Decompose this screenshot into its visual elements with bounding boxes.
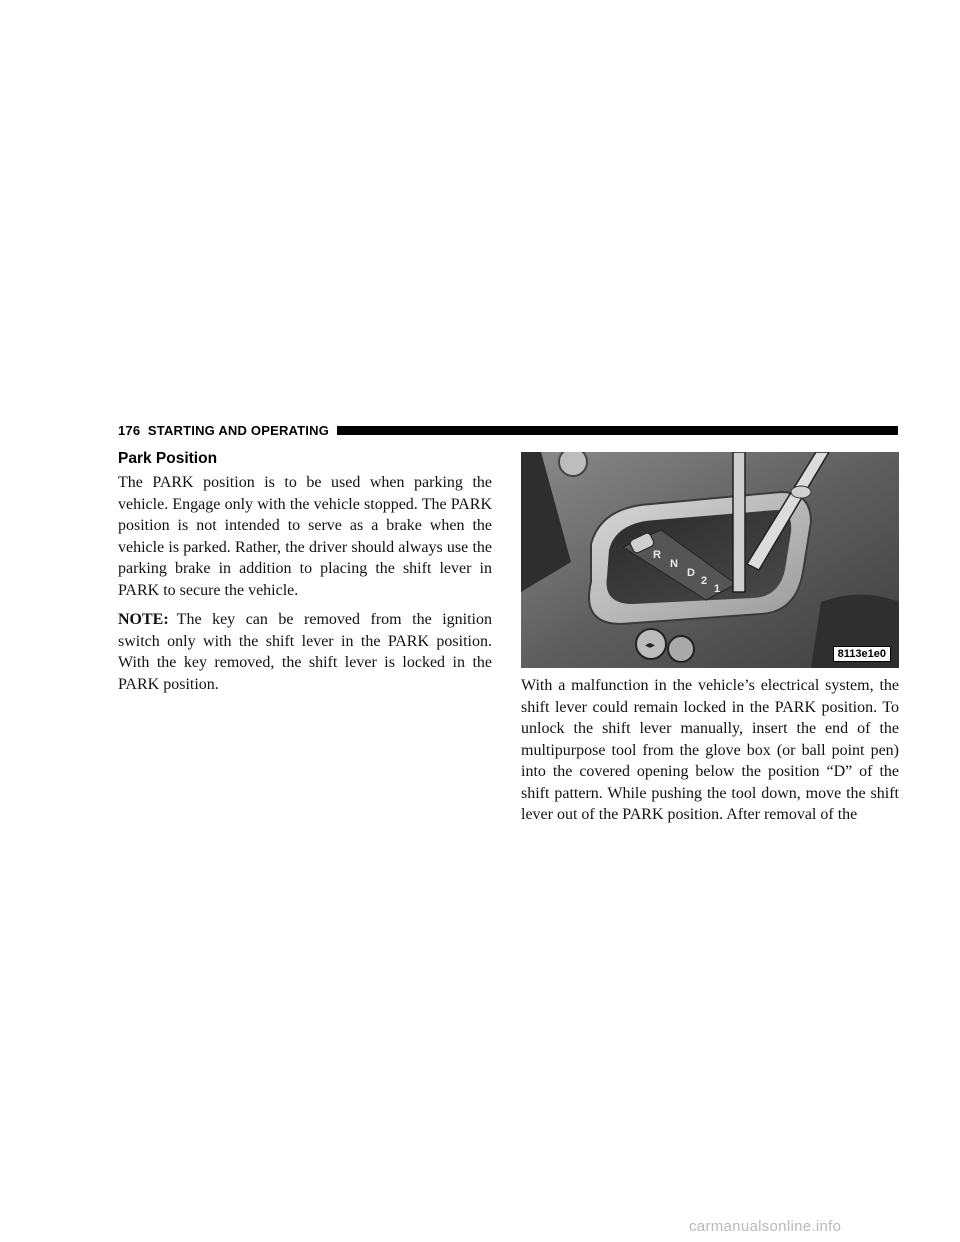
malfunction-paragraph: With a malfunction in the vehicle’s electrical system, the shift lever could remain locked in the PARK position. To unlock the shift lever manually, insert the end of the multipurpose tool from the glove box (or ball point pen) into the covered opening below the position “D” of the shift pattern. While pushing the tool down, move the shift lever out of the PARK position. After removal of the [521, 677, 899, 823]
note-text: The key can be removed from the ignition switch only with the shift lever in the PARK position. With the key removed, the shift lever is locked in the PARK position. [118, 611, 492, 693]
gear-letter-r: R [653, 549, 661, 561]
section-name: STARTING AND OPERATING [147, 422, 330, 438]
page-header [118, 422, 898, 438]
note-paragraph [118, 609, 492, 695]
shift-console-illustration [521, 452, 899, 668]
left-column [118, 450, 492, 703]
footer-watermark: carmanualsonline.info [689, 1218, 842, 1235]
header-label [118, 423, 337, 438]
gear-letter-n: N [670, 558, 678, 570]
gear-letter-2: 2 [701, 575, 708, 587]
page-number: 176 [118, 422, 141, 438]
svg-text:◂▸: ◂▸ [645, 640, 656, 651]
note-label: NOTE: [118, 611, 169, 628]
shift-console-figure [521, 452, 899, 668]
section-title: Park Position [118, 450, 218, 467]
gear-letter-1: 1 [714, 583, 721, 595]
gear-letter-d: D [687, 567, 695, 579]
right-column [521, 675, 899, 834]
header-rule [337, 426, 898, 435]
park-paragraph: The PARK position is to be used when parking the vehicle. Engage only with the vehicle stopped. The PARK position is not intended to serve as a brake when the vehicle is parked. Rather, the driver should always use the parking brake in addition to placing the shift lever in PARK to secure the vehicle. [118, 474, 492, 599]
figure-id-label: 8113e1e0 [833, 646, 891, 662]
